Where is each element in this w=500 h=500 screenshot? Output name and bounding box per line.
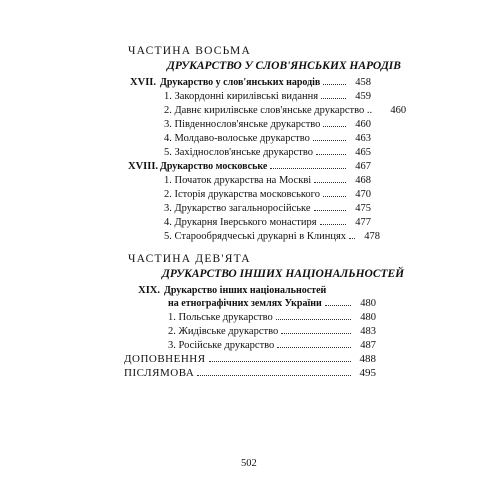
leader-dots <box>323 126 346 127</box>
item-title: 1. Закордонні кирилівські видання <box>164 91 319 102</box>
toc-item[interactable] <box>164 325 376 338</box>
chapter-number: XVIII. <box>128 161 159 172</box>
leader-dots <box>314 210 346 211</box>
chapter-number: XVII. <box>130 77 156 88</box>
toc-item[interactable] <box>160 104 407 117</box>
leader-dots <box>323 84 346 85</box>
toc-item[interactable] <box>160 230 381 243</box>
page-ref: 470 <box>355 189 371 200</box>
page-ref: 459 <box>355 91 371 102</box>
toc-item[interactable] <box>164 311 376 324</box>
toc-afterword[interactable] <box>120 367 376 380</box>
chapter-title: Друкарство московське <box>160 161 268 172</box>
toc-chapter-xviii[interactable] <box>128 160 371 173</box>
page-ref: 480 <box>360 312 376 323</box>
toc-item[interactable] <box>160 216 371 229</box>
leader-dots <box>313 140 346 141</box>
page-number: 502 <box>241 458 257 469</box>
leader-dots <box>281 333 351 334</box>
leader-dots <box>320 224 346 225</box>
chapter-title-line2: на етнографічних землях України <box>168 298 322 309</box>
item-title: 3. Південнослов'янське друкарство <box>164 119 321 130</box>
item-title: 4. Молдаво-волоське друкарство <box>164 133 310 144</box>
toc-appendix[interactable] <box>120 353 376 366</box>
page-ref: 483 <box>360 326 376 337</box>
leader-dots <box>349 238 355 239</box>
toc-item[interactable] <box>160 188 371 201</box>
item-title: 5. Західнослов'янське друкарство <box>164 147 314 158</box>
page-ref: 463 <box>355 133 371 144</box>
toc-chapter-xix-line1[interactable] <box>132 284 372 297</box>
toc-item[interactable] <box>160 174 371 187</box>
leader-dots <box>209 361 351 362</box>
toc-item[interactable] <box>160 90 371 103</box>
page-ref: 475 <box>355 203 371 214</box>
leader-dots <box>270 168 346 169</box>
leader-dots <box>314 182 346 183</box>
part-nine-label: ЧАСТИНА ДЕВ'ЯТА <box>128 253 251 265</box>
item-title: 3. Друкарство загальноросійське <box>164 203 311 214</box>
part-eight-heading: ДРУКАРСТВО У СЛОВ'ЯНСЬКИХ НАРОДІВ <box>167 60 401 72</box>
page-ref: 480 <box>360 298 376 309</box>
item-title: 4. Друкарня Іверського монастиря <box>164 217 317 228</box>
page-ref: 495 <box>359 367 376 379</box>
page-ref: 477 <box>355 217 371 228</box>
page-ref: 460 <box>390 105 407 116</box>
leader-dots <box>277 347 351 348</box>
leader-dots <box>325 305 351 306</box>
page-ref: 478 <box>364 231 381 242</box>
page-ref: 467 <box>355 161 371 172</box>
chapter-number: XIX. <box>138 285 160 296</box>
part-nine-heading: ДРУКАРСТВО ІНШИХ НАЦІОНАЛЬНОСТЕЙ <box>162 268 405 280</box>
page-ref: 468 <box>355 175 371 186</box>
item-title: 3. Російське друкарство <box>168 340 275 351</box>
item-title: 2. Жидівське друкарство <box>168 326 279 337</box>
page-ref: 487 <box>360 340 376 351</box>
item-title: 5. Старообрядчеські друкарні в Клинцях <box>164 231 347 242</box>
leader-dots <box>323 196 346 197</box>
item-title: 2. Давнє кирилівське слов'янське друкарство .. <box>164 105 373 116</box>
leader-dots <box>316 154 346 155</box>
item-title: 1. Польське друкарство <box>168 312 273 323</box>
toc-chapter-xix-line2[interactable] <box>164 297 376 310</box>
leader-dots <box>321 98 346 99</box>
toc-item[interactable] <box>164 339 376 352</box>
item-title: ПІСЛЯМОВА <box>124 367 195 379</box>
part-eight-label: ЧАСТИНА ВОСЬМА <box>128 45 251 57</box>
chapter-title: Друкарство у слов'янських народів <box>160 77 321 88</box>
toc-item[interactable] <box>160 118 371 131</box>
leader-dots <box>276 319 351 320</box>
chapter-title-line1: Друкарство інших національностей <box>164 285 327 296</box>
leader-dots <box>197 375 351 376</box>
page-ref: 488 <box>359 353 376 365</box>
toc-item[interactable] <box>160 202 371 215</box>
page-ref: 460 <box>355 119 371 130</box>
page-ref: 458 <box>355 77 371 88</box>
item-title: ДОПОВНЕННЯ <box>124 353 206 365</box>
toc-item[interactable] <box>160 132 371 145</box>
item-title: 2. Історія друкарства московського <box>164 189 320 200</box>
toc-chapter-xvii[interactable] <box>128 76 371 89</box>
page-ref: 465 <box>355 147 371 158</box>
toc-item[interactable] <box>160 146 371 159</box>
item-title: 1. Початок друкарства на Москві <box>164 175 312 186</box>
